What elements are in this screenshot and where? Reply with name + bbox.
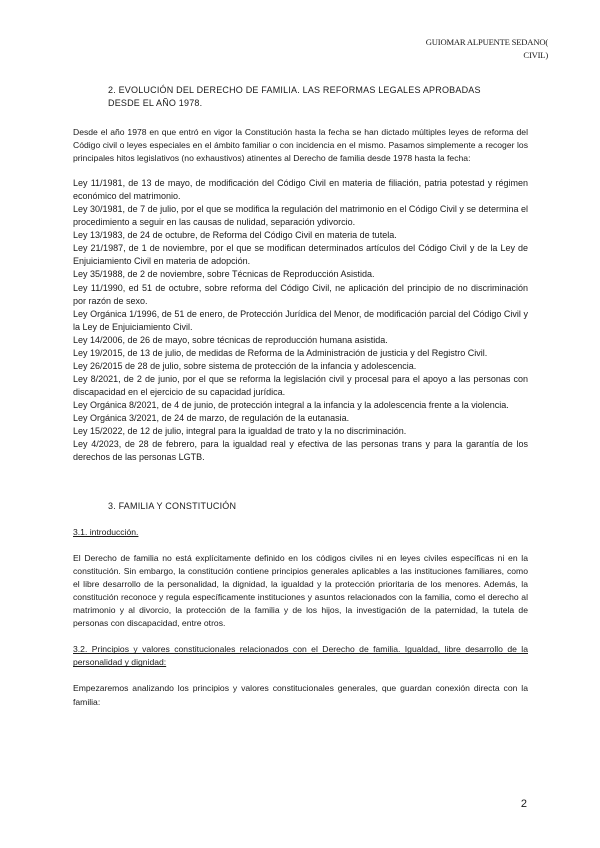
law-list <box>73 177 528 464</box>
law-item: Ley 19/2015, de 13 de julio, de medidas de Reforma de la Administración de justicia y del Registro Civil. <box>73 347 488 358</box>
section-2-title-line-2: DESDE EL AÑO 1978. <box>108 98 203 108</box>
law-item: Ley 30/1981, de 7 de julio, por el que se modifica la regulación del matrimonio en el Código Civil y se determina el procedimiento a seguir en las causas de nulidad, separación ydivorcio. <box>73 204 528 228</box>
law-item: Ley 11/1990, ed 51 de octubre, sobre reforma del Código Civil, ne aplicación del principio de no discriminación por razón de sexo. <box>73 282 528 306</box>
law-item: Ley 13/1983, de 24 de octubre, de Reforma del Código Civil en materia de tutela. <box>73 230 397 241</box>
page-number: 2 <box>520 798 527 810</box>
author-subject: CIVIL) <box>523 50 548 60</box>
law-item: Ley 35/1988, de 2 de noviembre, sobre Técnicas de Reproducción Asistida. <box>73 269 375 280</box>
section-3-title: 3. FAMILIA Y CONSTITUCIÓN <box>108 501 237 512</box>
section-2-title-line-1: 2. EVOLUCIÓN DEL DERECHO DE FAMILIA. LAS REFORMAS LEGALES APROBADAS <box>108 85 481 95</box>
subsection-3-1-text: El Derecho de familia no está explícitamente definido en los códigos civiles ni en leyes civiles específicas ni en la constitución. Sin embargo, la constitución contiene principios generales aplicables a las instituciones familiares, como el libre desarrollo de la personalidad, la dignidad, la igualdad y la protección prioritaria de los menores. Además, la constitución reconoce y regula específicamente instituciones y asuntos relacionados con la familia, como el derecho al matrimonio y al divorcio, la protección de la familia y de los hijos, la investigación de la paternidad, la tutela de personas con discapacidad, entre otros. <box>73 553 528 629</box>
law-item: Ley 14/2006, de 26 de mayo, sobre técnicas de reproducción humana asistida. <box>73 334 388 345</box>
author-name: GUIOMAR ALPUENTE SEDANO( <box>425 37 548 47</box>
law-item: Ley 8/2021, de 2 de junio, por el que se reforma la legislación civil y procesal para el apoyo a las personas con discapacidad en el ejercicio de su capacidad jurídica. <box>73 373 528 397</box>
law-item: Ley Orgánica 3/2021, de 24 de marzo, de regulación de la eutanasia. <box>73 412 350 423</box>
law-item: Ley 21/1987, de 1 de noviembre, por el que se modifican determinados artículos del Código Civil y de la Ley de Enjuiciamiento Civil en materia de adopción. <box>73 243 528 267</box>
law-item: Ley Orgánica 1/1996, de 51 de enero, de Protección Jurídica del Menor, de modificación parcial del Código Civil y la Ley de Enjuiciamiento Civil. <box>73 308 528 332</box>
section-2-title <box>108 84 528 110</box>
page-content <box>73 84 528 709</box>
law-item: Ley 15/2022, de 12 de julio, integral para la igualdad de trato y la no discriminación. <box>73 426 407 437</box>
page-header <box>348 36 548 62</box>
subsection-3-2-title: 3.2. Principios y valores constitucionales relacionados con el Derecho de familia. Igualdad, libre desarrollo de la personalidad y dignidad: <box>73 644 528 668</box>
subsection-3-2-text: Empezaremos analizando los principios y valores constitucionales generales, que guardan conexión directa con la familia: <box>73 683 528 707</box>
law-item: Ley Orgánica 8/2021, de 4 de junio, de protección integral a la infancia y la adolescencia frente a la violencia. <box>73 399 509 410</box>
law-item: Ley 4/2023, de 28 de febrero, para la igualdad real y efectiva de las personas trans y para la garantía de los derechos de las personas LGTB. <box>73 439 528 463</box>
section-2-intro: Desde el año 1978 en que entró en vigor la Constitución hasta la fecha se han dictado múltiples leyes de reforma del Código civil o leyes especiales en el ámbito familiar o con incidencia en el mismo. Pasamos simplemente a recoger los principales hitos legislativos (no exhaustivos) atinentes al Derecho de familia desde 1978 hasta la fecha: <box>73 127 528 164</box>
law-item: Ley 26/2015 de 28 de julio, sobre sistema de protección de la infancia y adolescencia. <box>73 360 417 371</box>
law-item: Ley 11/1981, de 13 de mayo, de modificación del Código Civil en materia de filiación, patria potestad y régimen económico del matrimonio. <box>73 178 528 202</box>
subsection-3-1-title: 3.1. introducción. <box>73 527 139 538</box>
